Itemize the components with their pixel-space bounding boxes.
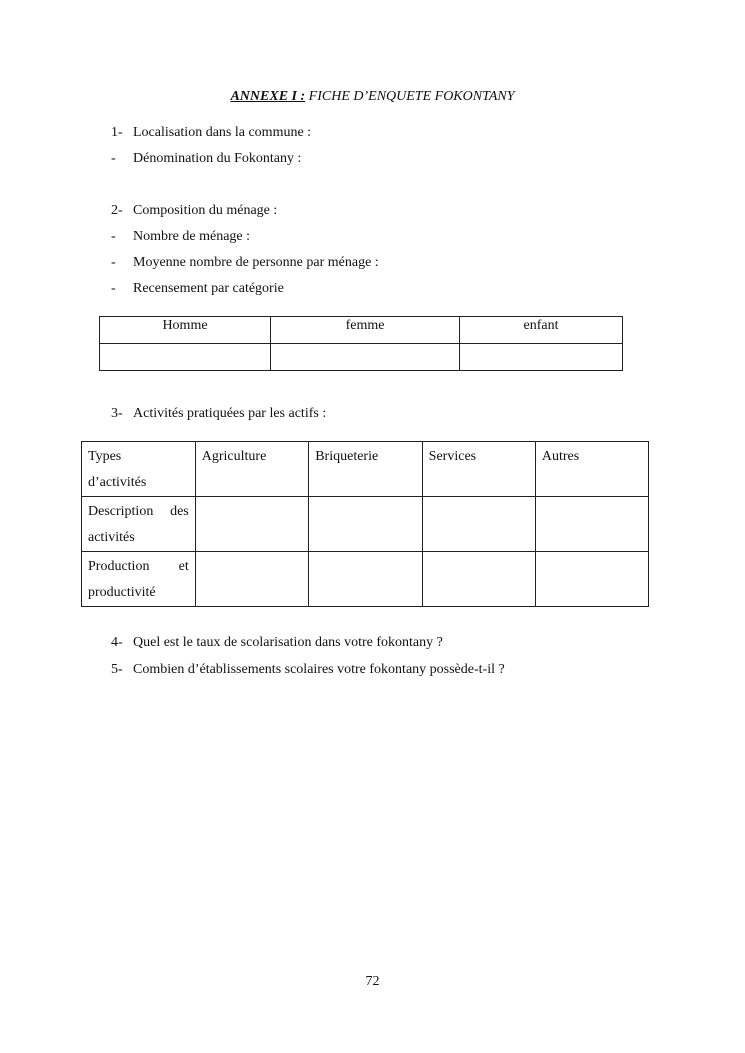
- table-cell: [422, 497, 535, 552]
- question-text: Combien d’établissements scolaires votre fokontany possède-t-il ?: [133, 662, 505, 677]
- table-header-cell: femme: [271, 317, 460, 344]
- table-cell: [460, 344, 623, 371]
- question-text: Dénomination du Fokontany :: [133, 151, 302, 166]
- title-prefix: ANNEXE I :: [230, 89, 306, 104]
- activities-table: [81, 441, 649, 607]
- question-5: [111, 661, 505, 679]
- question-text: Nombre de ménage :: [133, 229, 251, 244]
- question-4: [111, 634, 443, 652]
- table-header-row: [82, 442, 649, 497]
- list-marker: 3-: [111, 406, 123, 421]
- list-marker: 5-: [111, 662, 123, 677]
- row-label-cell: [82, 497, 196, 552]
- census-table: [99, 316, 623, 371]
- header-line: Types: [88, 449, 122, 464]
- row-label-line: [88, 499, 189, 525]
- row-label-word: Description: [88, 504, 154, 519]
- question-2-item: [111, 228, 250, 246]
- table-header-cell: Homme: [100, 317, 271, 344]
- table-header-cell: enfant: [460, 317, 623, 344]
- row-label-word: des: [170, 504, 189, 519]
- table-cell: [422, 552, 535, 607]
- row-label-line: [88, 554, 189, 580]
- table-cell: [195, 497, 308, 552]
- table-header-cell: Autres: [535, 442, 648, 497]
- table-header-row: [100, 317, 623, 344]
- table-cell: [195, 552, 308, 607]
- question-2-item: [111, 254, 379, 272]
- list-marker: -: [111, 229, 116, 244]
- question-3: [111, 405, 326, 423]
- list-marker: 4-: [111, 635, 123, 650]
- question-text: Moyenne nombre de personne par ménage :: [133, 255, 379, 270]
- question-1: [111, 124, 311, 142]
- list-marker: -: [111, 255, 116, 270]
- page-title: [0, 89, 745, 105]
- question-1-item: [111, 150, 301, 168]
- table-row: [82, 552, 649, 607]
- table-cell: [535, 552, 648, 607]
- row-label-word: Production: [88, 559, 150, 574]
- table-cell: [271, 344, 460, 371]
- list-marker: 2-: [111, 203, 123, 218]
- question-text: Localisation dans la commune :: [133, 125, 312, 140]
- header-line: d’activités: [88, 475, 147, 490]
- table-header-cell: Services: [422, 442, 535, 497]
- row-label-word: et: [178, 559, 189, 574]
- question-2-item: [111, 280, 284, 298]
- question-text: Composition du ménage :: [133, 203, 278, 218]
- question-2: [111, 202, 277, 220]
- question-text: Activités pratiquées par les actifs :: [133, 406, 327, 421]
- table-header-cell: Briqueterie: [309, 442, 422, 497]
- title-text: FICHE D’ENQUETE FOKONTANY: [305, 89, 515, 104]
- list-marker: -: [111, 151, 116, 166]
- row-label-line: activités: [88, 530, 135, 545]
- table-cell: [100, 344, 271, 371]
- row-label-cell: [82, 552, 196, 607]
- table-header-cell: [82, 442, 196, 497]
- question-text: Quel est le taux de scolarisation dans votre fokontany ?: [133, 635, 443, 650]
- list-marker: 1-: [111, 125, 123, 140]
- page-number: 72: [365, 974, 380, 989]
- table-row: [100, 344, 623, 371]
- table-row: [82, 497, 649, 552]
- row-label-line: productivité: [88, 585, 156, 600]
- question-text: Recensement par catégorie: [133, 281, 284, 296]
- table-cell: [309, 497, 422, 552]
- list-marker: -: [111, 281, 116, 296]
- table-cell: [309, 552, 422, 607]
- table-header-cell: Agriculture: [195, 442, 308, 497]
- table-cell: [535, 497, 648, 552]
